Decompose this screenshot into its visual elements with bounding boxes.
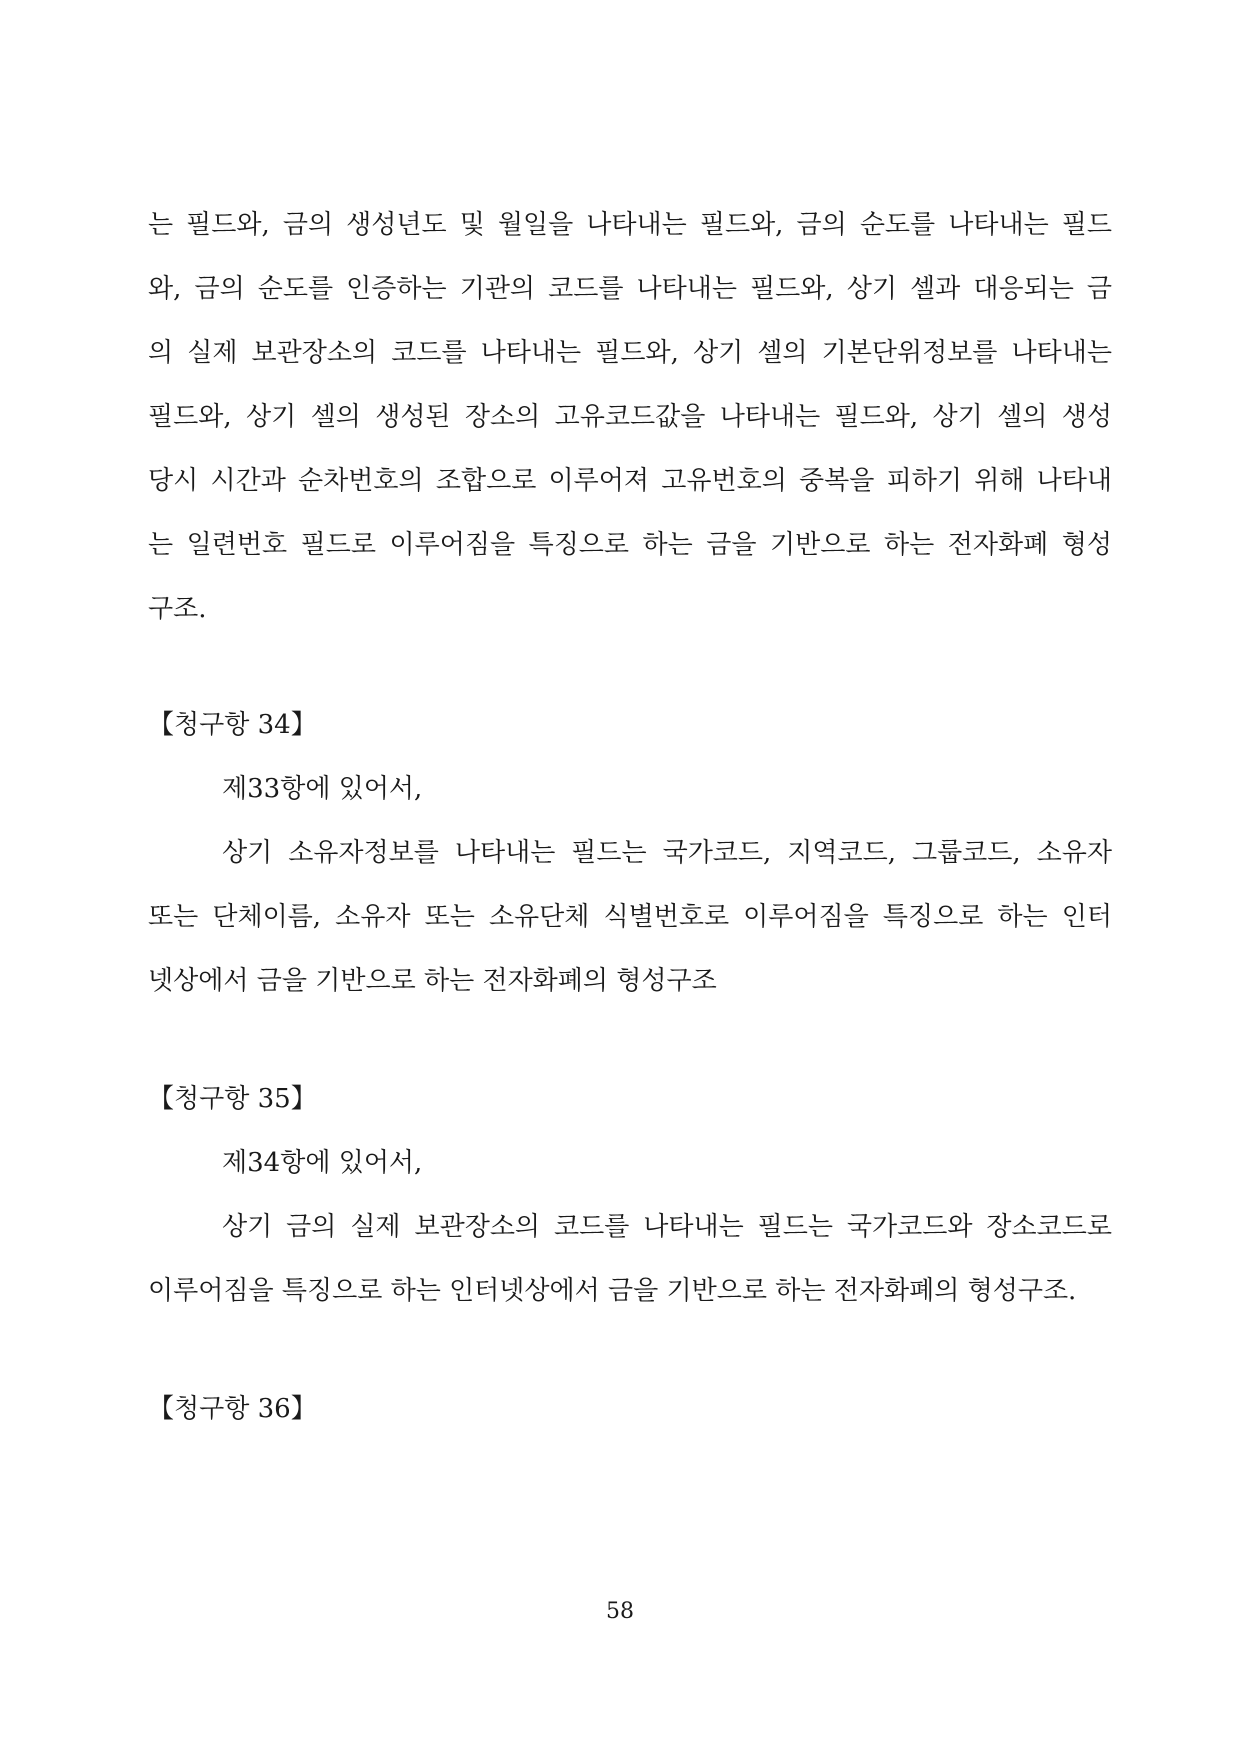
claim-35-heading: 【청구항 35】 xyxy=(148,1084,317,1114)
continuation-line-6: 는 일련번호 필드로 이루어짐을 특징으로 하는 금을 기반으로 하는 전자화폐 형성 xyxy=(148,530,1112,560)
claim-35-line-2: 이루어짐을 특징으로 하는 인터넷상에서 금을 기반으로 하는 전자화폐의 형성구조. xyxy=(148,1276,1077,1306)
page-number: 58 xyxy=(606,1599,634,1624)
claim-34-preamble: 제33항에 있어서, xyxy=(222,774,423,804)
continuation-line-2: 와, 금의 순도를 인증하는 기관의 코드를 나타내는 필드와, 상기 셀과 대응되는 금 xyxy=(148,274,1112,304)
claim-34-line-3: 넷상에서 금을 기반으로 하는 전자화폐의 형성구조 xyxy=(148,966,717,996)
claim-34-heading: 【청구항 34】 xyxy=(148,710,317,740)
claim-35-line-1: 상기 금의 실제 보관장소의 코드를 나타내는 필드는 국가코드와 장소코드로 xyxy=(222,1212,1112,1242)
continuation-line-7: 구조. xyxy=(148,594,207,624)
claim-34-line-2: 또는 단체이름, 소유자 또는 소유단체 식별번호로 이루어짐을 특징으로 하는 인터 xyxy=(148,902,1112,932)
continuation-line-4: 필드와, 상기 셀의 생성된 장소의 고유코드값을 나타내는 필드와, 상기 셀의 생성 xyxy=(148,402,1112,432)
claim-35-preamble: 제34항에 있어서, xyxy=(222,1148,423,1178)
continuation-line-5: 당시 시간과 순차번호의 조합으로 이루어져 고유번호의 중복을 피하기 위해 나타내 xyxy=(148,466,1112,496)
continuation-line-1: 는 필드와, 금의 생성년도 및 월일을 나타내는 필드와, 금의 순도를 나타내는 필드 xyxy=(148,210,1112,240)
claim-36-heading: 【청구항 36】 xyxy=(148,1394,317,1424)
continuation-line-3: 의 실제 보관장소의 코드를 나타내는 필드와, 상기 셀의 기본단위정보를 나타내는 xyxy=(148,338,1112,368)
claim-34-line-1: 상기 소유자정보를 나타내는 필드는 국가코드, 지역코드, 그룹코드, 소유자 xyxy=(222,838,1112,868)
